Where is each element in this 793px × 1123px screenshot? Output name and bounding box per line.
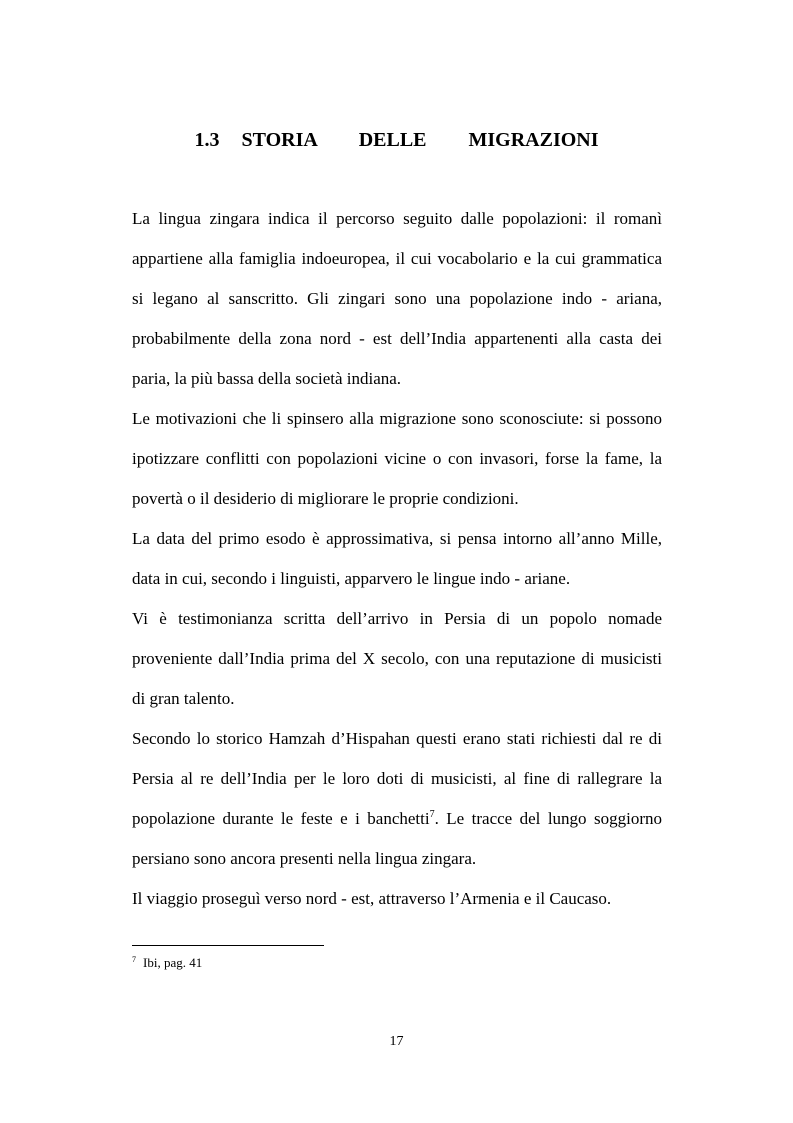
body-line: Secondo lo storico Hamzah d’Hispahan questi erano stati richiesti dal re di [132, 729, 662, 748]
body-line: appartiene alla famiglia indoeuropea, il cui vocabolario e la cui grammatica [132, 249, 662, 268]
body-line-with-footnote [132, 808, 662, 830]
footnote [132, 955, 202, 971]
footnote-reference[interactable]: 7 [429, 809, 435, 820]
body-line: Persia al re dell’India per le loro doti di musicisti, al fine di rallegrare la [132, 769, 662, 788]
body-line: Il viaggio proseguì verso nord - est, attraverso l’Armenia e il Caucaso. [132, 889, 612, 908]
body-line: probabilmente della zona nord - est dell’India appartenenti alla casta dei [132, 329, 662, 348]
body-line: ipotizzare conflitti con popolazioni vicine o con invasori, forse la fame, la [132, 449, 662, 468]
body-line-head: popolazione durante le feste e i banchetti [132, 809, 430, 828]
body-line: di gran talento. [132, 689, 235, 708]
section-title: STORIA DELLE MIGRAZIONI [241, 129, 599, 151]
body-line: La lingua zingara indica il percorso seguito dalle popolazioni: il romanì [132, 209, 662, 228]
body-line: proveniente dall’India prima del X secolo, con una reputazione di musicisti [132, 649, 662, 668]
body-line: persiano sono ancora presenti nella lingua zingara. [132, 849, 477, 868]
body-line: povertà o il desiderio di migliorare le proprie condizioni. [132, 489, 519, 508]
page-number: 17 [389, 1034, 404, 1049]
section-heading [0, 126, 793, 154]
body-line: data in cui, secondo i linguisti, apparvero le lingue indo - ariane. [132, 569, 571, 588]
body-line: La data del primo esodo è approssimativa, si pensa intorno all’anno Mille, [132, 529, 662, 548]
footnote-marker: 7 [132, 955, 136, 964]
body-line: si legano al sanscritto. Gli zingari sono una popolazione indo - ariana, [132, 289, 662, 308]
footnote-divider [132, 945, 324, 946]
body-line: paria, la più bassa della società indiana. [132, 369, 402, 388]
footnote-text: Ibi, pag. 41 [143, 955, 203, 970]
body-line: Vi è testimonianza scritta dell’arrivo in Persia di un popolo nomade [132, 609, 662, 628]
section-number: 1.3 [194, 129, 220, 151]
body-line: Le motivazioni che li spinsero alla migrazione sono sconosciute: si possono [132, 409, 662, 428]
body-line-tail: . Le tracce del lungo soggiorno [434, 809, 662, 828]
